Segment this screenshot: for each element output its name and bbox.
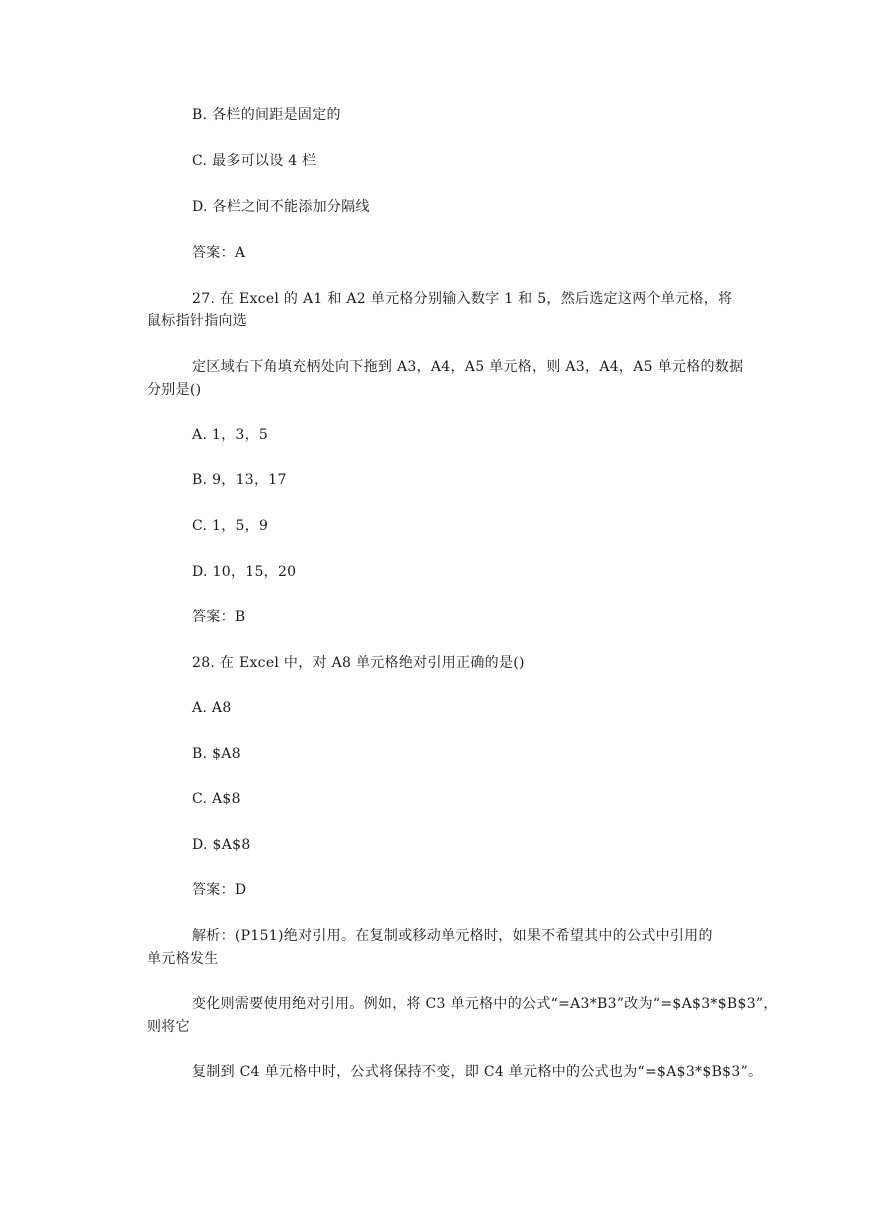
q27-answer: 答案：B — [192, 609, 246, 625]
q28-analysis-line-2: 单元格发生 — [147, 951, 219, 967]
q28-option-d: D. $A$8 — [192, 837, 251, 853]
q27-option-c: C. 1，5，9 — [192, 518, 269, 534]
q27-stem-line-2: 鼠标指针指向选 — [147, 313, 248, 329]
q28-analysis-line-3: 变化则需要使用绝对引用。例如，将 C3 单元格中的公式“=A3*B3”改为“=$A$3*$B$3”， — [192, 996, 778, 1012]
q28-analysis-line-4: 则将它 — [147, 1019, 190, 1035]
q27-stem-line-3: 定区域右下角填充柄处向下拖到 A3，A4，A5 单元格，则 A3，A4，A5 单元格的数据 — [192, 359, 744, 375]
q26-option-c: C. 最多可以设 4 栏 — [192, 153, 317, 169]
q28-option-c: C. A$8 — [192, 791, 241, 807]
q28-stem: 28. 在 Excel 中，对 A8 单元格绝对引用正确的是() — [192, 655, 525, 671]
q26-option-d: D. 各栏之间不能添加分隔线 — [192, 199, 370, 215]
q27-stem-line-4: 分别是() — [147, 382, 202, 398]
q27-option-b: B. 9，13，17 — [192, 472, 287, 488]
q27-stem-line-1: 27. 在 Excel 的 A1 和 A2 单元格分别输入数字 1 和 5，然后选定这两个单元格，将 — [192, 291, 733, 307]
q28-analysis-line-5: 复制到 C4 单元格中时，公式将保持不变，即 C4 单元格中的公式也为“=$A$3*$B$3”。 — [192, 1064, 763, 1080]
q26-answer: 答案：A — [192, 245, 246, 261]
q28-option-b: B. $A8 — [192, 746, 241, 762]
q27-option-d: D. 10，15，20 — [192, 564, 297, 580]
q28-answer: 答案：D — [192, 882, 247, 898]
q26-option-b: B. 各栏的间距是固定的 — [192, 107, 341, 123]
q28-option-a: A. A8 — [192, 700, 232, 716]
q28-analysis-line-1: 解析：(P151)绝对引用。在复制或移动单元格时，如果不希望其中的公式中引用的 — [192, 928, 713, 944]
q27-option-a: A. 1，3，5 — [192, 427, 269, 443]
